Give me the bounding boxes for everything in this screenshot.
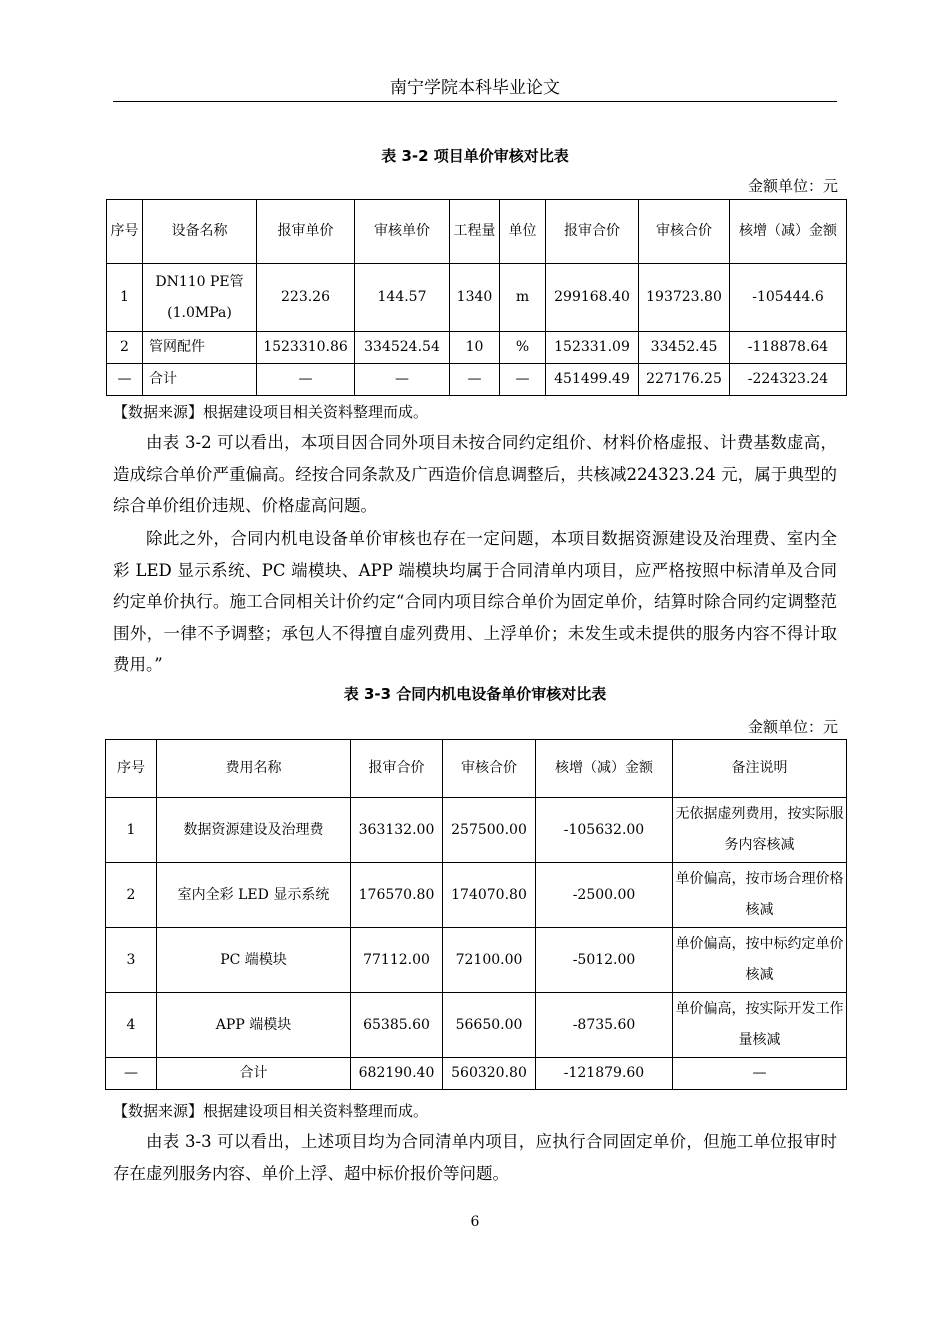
table-row [106, 863, 847, 928]
table-cell: 1 [107, 264, 143, 332]
table-cell: -8735.60 [536, 993, 673, 1058]
table-cell: 合计 [157, 1058, 351, 1090]
running-header: 南宁学院本科毕业论文 [390, 78, 560, 98]
table-cell: % [500, 332, 546, 364]
table-cell: 193723.80 [639, 264, 730, 332]
table1-header-cell: 审核单价 [355, 200, 450, 264]
table-cell: 2 [107, 332, 143, 364]
table-row [106, 798, 847, 863]
table-cell: 数据资源建设及治理费 [157, 798, 351, 863]
table-cell: 152331.09 [546, 332, 639, 364]
table-cell: 管网配件 [143, 332, 257, 364]
body-paragraph: 由表 3-3 可以看出，上述项目均为合同清单内项目，应执行合同固定单价，但施工单位报审时存在虚列服务内容、单价上浮、超中标价报价等问题。 [113, 1132, 837, 1183]
table-cell: 223.26 [257, 264, 355, 332]
table-cell: 363132.00 [351, 798, 443, 863]
table-cell: 174070.80 [443, 863, 536, 928]
table-total-row [107, 364, 847, 396]
table-total-row [106, 1058, 847, 1090]
table2-header-cell: 核增（减）金额 [536, 740, 673, 798]
table-cell: 144.57 [355, 264, 450, 332]
table1-header-cell: 报审合价 [546, 200, 639, 264]
table-row [106, 928, 847, 993]
page-number: 6 [470, 1214, 480, 1230]
table2-source-note: 【数据来源】根据建设项目相关资料整理而成。 [113, 1102, 429, 1120]
table-cell: 257500.00 [443, 798, 536, 863]
table1-unit: 金额单位：元 [747, 177, 838, 195]
table-cell: -121879.60 [536, 1058, 673, 1090]
table2-unit: 金额单位：元 [747, 718, 838, 736]
table-cell: 单价偏高，按实际开发工作量核减 [673, 993, 847, 1058]
table-cell: -105444.6 [730, 264, 847, 332]
table1-header-cell: 工程量 [450, 200, 500, 264]
table-cell: 65385.60 [351, 993, 443, 1058]
table-cell: -2500.00 [536, 863, 673, 928]
table1 [106, 199, 847, 396]
table-cell: 56650.00 [443, 993, 536, 1058]
table-cell: 560320.80 [443, 1058, 536, 1090]
table-cell: -224323.24 [730, 364, 847, 396]
table2-header-cell: 备注说明 [673, 740, 847, 798]
table-cell: APP 端模块 [157, 993, 351, 1058]
table-cell: 10 [450, 332, 500, 364]
table2-header-cell: 费用名称 [157, 740, 351, 798]
table-cell: — [107, 364, 143, 396]
table-cell: 33452.45 [639, 332, 730, 364]
table2-header-row [106, 740, 847, 798]
table1-source-note: 【数据来源】根据建设项目相关资料整理而成。 [113, 403, 429, 421]
table2-header-cell: 序号 [106, 740, 157, 798]
table-row [106, 993, 847, 1058]
table2-header-cell: 审核合价 [443, 740, 536, 798]
table-cell: — [673, 1058, 847, 1090]
table2-caption: 表 3-3 合同内机电设备单价审核对比表 [343, 685, 607, 703]
table1-header-cell: 审核合价 [639, 200, 730, 264]
table-cell: DN110 PE管 (1.0MPa) [143, 264, 257, 332]
table-cell: 1340 [450, 264, 500, 332]
table-cell: -118878.64 [730, 332, 847, 364]
table-cell: 77112.00 [351, 928, 443, 993]
table-cell: 176570.80 [351, 863, 443, 928]
table1-header-row [107, 200, 847, 264]
table1-header-cell: 单位 [500, 200, 546, 264]
table1-header-cell: 设备名称 [143, 200, 257, 264]
table-cell: 室内全彩 LED 显示系统 [157, 863, 351, 928]
table-cell: — [355, 364, 450, 396]
table-cell: — [450, 364, 500, 396]
table-cell: 299168.40 [546, 264, 639, 332]
table-cell: 1523310.86 [257, 332, 355, 364]
table-cell: 单价偏高，按市场合理价格核减 [673, 863, 847, 928]
table-row [107, 332, 847, 364]
table-cell: 72100.00 [443, 928, 536, 993]
table-cell: m [500, 264, 546, 332]
body-paragraph: 由表 3-2 可以看出，本项目因合同外项目未按合同约定组价、材料价格虚报、计费基数虚高，造成综合单价严重偏高。经按合同条款及广西造价信息调整后，共核减224323.24 元，属于典型的综合单价组价违规、价格虚高问题。 [113, 433, 837, 515]
table-cell: -105632.00 [536, 798, 673, 863]
table-cell: PC 端模块 [157, 928, 351, 993]
table1-header-cell: 序号 [107, 200, 143, 264]
table-cell: — [106, 1058, 157, 1090]
table1-header-cell: 报审单价 [257, 200, 355, 264]
table1-header-cell: 核增（减）金额 [730, 200, 847, 264]
table-cell: 2 [106, 863, 157, 928]
table-cell: 451499.49 [546, 364, 639, 396]
table-cell: — [257, 364, 355, 396]
table2-header-cell: 报审合价 [351, 740, 443, 798]
table-cell: 无依据虚列费用，按实际服务内容核减 [673, 798, 847, 863]
table-cell: 334524.54 [355, 332, 450, 364]
table-cell: 682190.40 [351, 1058, 443, 1090]
table-cell: 4 [106, 993, 157, 1058]
table-cell: 1 [106, 798, 157, 863]
header-rule [113, 101, 837, 102]
table2 [105, 739, 847, 1090]
table-row [107, 264, 847, 332]
table1-caption: 表 3-2 项目单价审核对比表 [381, 147, 569, 165]
table-cell: 3 [106, 928, 157, 993]
table-cell: -5012.00 [536, 928, 673, 993]
body-paragraph: 除此之外，合同内机电设备单价审核也存在一定问题，本项目数据资源建设及治理费、室内全彩 LED 显示系统、PC 端模块、APP 端模块均属于合同清单内项目，应严格按照中标清单及合同约定单价执行。施工合同相关计价约定“合同内项目综合单价为固定单价，结算时除合同约定调整范围外，一律不予调整；承包人不得擅自虚列费用、上浮单价；未发生或未提供的服务内容不得计取费用。” [113, 529, 837, 674]
table-cell: 单价偏高，按中标约定单价核减 [673, 928, 847, 993]
table-cell: 合计 [143, 364, 257, 396]
table-cell: 227176.25 [639, 364, 730, 396]
table-cell: — [500, 364, 546, 396]
